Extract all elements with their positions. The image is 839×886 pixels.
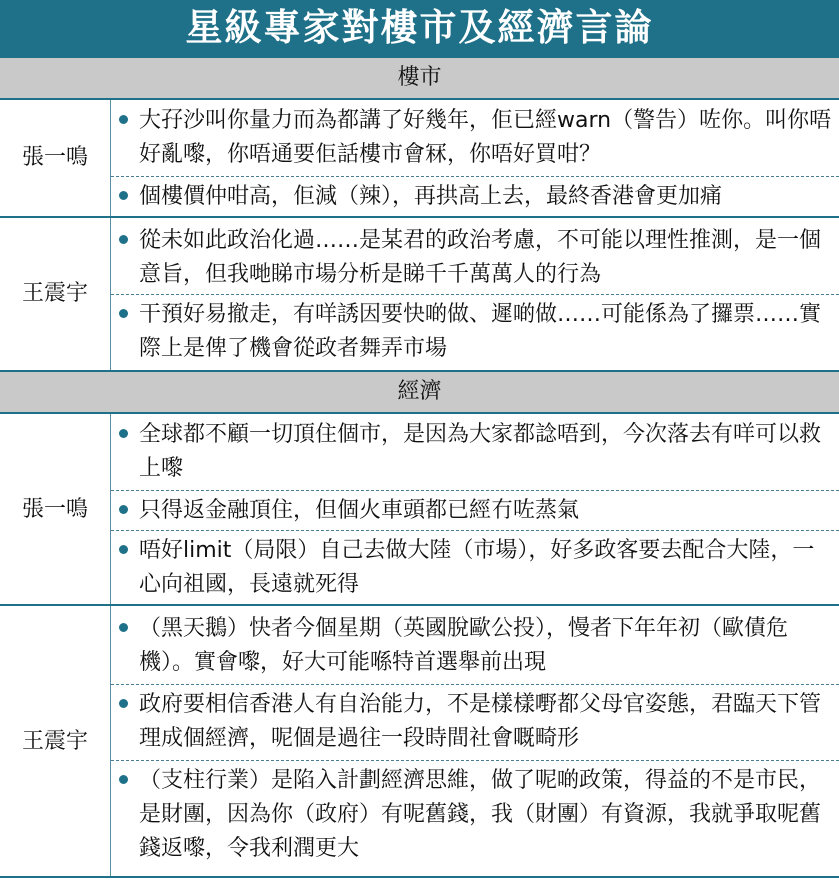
quote-text: 只得返金融頂住，但個火車頭都已經冇咗蒸氣 [139, 498, 580, 523]
quote-text: 干預好易撤走，有咩誘因要快啲做、遲啲做……可能係為了攞票……實際上是俾了機會從政者舞弄市場 [139, 302, 822, 361]
quote-text: 政府要相信香港人有自治能力，不是樣樣嘢都父母官姿態，君臨天下管理成個經濟，呢個是過往一段時間社會嘅畸形 [139, 692, 822, 751]
divider [0, 216, 839, 218]
section-header-property: 樓市 [0, 58, 839, 98]
section-header-economy: 經濟 [0, 372, 839, 412]
bullet-icon [119, 775, 128, 784]
divider [0, 412, 839, 414]
speaker-label: 張一鳴 [21, 145, 88, 170]
quote-text: 全球都不顧一切頂住個市，是因為大家都諗唔到，今次落去有咩可以救上嚟 [139, 422, 822, 481]
quote-text: （黑天鵝）快者今個星期（英國脫歐公投），慢者下年年初（歐債危機）。實會嚟，好大可能喺特首選舉前出現 [139, 616, 789, 675]
bullet-icon [119, 309, 128, 318]
bullet-icon [119, 429, 128, 438]
bullet-icon [119, 623, 128, 632]
speaker-label: 王震宇 [21, 281, 88, 306]
speaker-label: 張一鳴 [21, 497, 88, 522]
bullet-icon [119, 545, 128, 554]
quote-text: 個樓價仲咁高，佢減（辣），再拱高上去，最終香港會更加痛 [139, 184, 723, 209]
speaker-label: 王震宇 [21, 729, 88, 754]
quote-text: 大孖沙叫你量力而為都講了好幾年，佢已經warn（警告）咗你。叫你唔好亂嚟，你唔通要佢話樓市會冧，你唔好買咁？ [139, 108, 832, 167]
divider [0, 604, 839, 606]
quote-text: 從未如此政治化過……是某君的政治考慮，不可能以理性推測，是一個意旨，但我哋睇市場分析是睇千千萬萬人的行為 [139, 228, 822, 287]
bullet-icon [119, 115, 128, 124]
divider [0, 876, 839, 878]
quote-text: 唔好limit（局限）自己去做大陸（市場），好多政客要去配合大陸，一心向祖國，長遠就死得 [139, 538, 815, 597]
quote-text: （支柱行業）是陷入計劃經濟思維，做了呢啲政策，得益的不是市民，是財團，因為你（政府）有呢舊錢，我（財團）有資源，我就爭取呢舊錢返嚟，令我利潤更大 [139, 768, 822, 861]
bullet-icon [119, 235, 128, 244]
bullet-icon [119, 505, 128, 514]
bullet-icon [119, 699, 128, 708]
page-title: 星級專家對樓市及經濟言論 [0, 0, 839, 56]
divider [0, 98, 839, 100]
bullet-icon [119, 191, 128, 200]
